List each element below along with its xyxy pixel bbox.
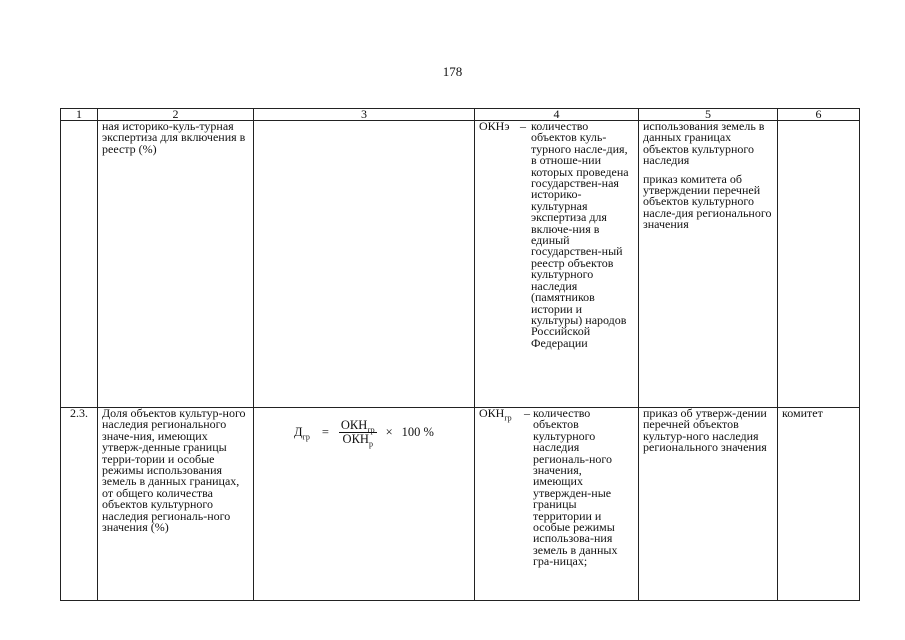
indicator-table [60,108,860,601]
header-cell: 6 [778,109,860,121]
table-header-row [61,109,860,121]
definition-dash: – [520,120,526,133]
source-text-1: использования земель в данных границах объектов культурного наследия [643,120,765,168]
indicator-description: количество объектов культурного наследия региональ-ного значения, имеющих утвержден-ные границы территории и особые режимы использова-ния земель в данных гра-ницах; [533,407,618,569]
header-cell: 1 [61,109,98,121]
responsible-cell: комитет [778,408,860,601]
formula-numerator: $ОКН_{гр}$ [340,418,375,435]
formula-cell [254,121,475,408]
formula [258,418,470,449]
header-cell: 2 [98,109,254,121]
indicator-symbol: $ОКН_{гр}$ [479,407,512,423]
indicator-description: количество объектов куль-турного насле-дия, в отноше-нии которых проведена государствен-ная историко-культурная экспертиза для включе-ния в единый государствен-ный реестр объектов культурного наследия (памятников истории и культуры) народов Российской Федерации [531,120,629,350]
row-number-cell: 2.3. [61,408,98,601]
responsible-cell [778,121,860,408]
formula-fraction [339,418,377,449]
indicator-definition-cell [475,121,639,408]
indicator-name-cell: ная историко-куль-турная экспертиза для включения в реестр (%) [98,121,254,408]
indicator-definition-cell [475,408,639,601]
source-text-2: приказ комитета об утверждении перечней объектов культурного насле-дия регионального значения [643,171,772,232]
formula-denominator: $ОКН_р$ [342,432,373,449]
formula-lhs: $Д_{гр}$ [294,424,310,442]
row-number-cell [61,121,98,408]
formula-equals: = [321,424,329,439]
source-cell [639,121,778,408]
header-cell: 4 [475,109,639,121]
indicator-symbol: ОКНэ [479,120,510,133]
source-cell: приказ об утверж-дении перечней объектов культур-ного наследия регионального значения [639,408,778,601]
formula-factor: 100 % [401,424,434,439]
header-cell: 5 [639,109,778,121]
table-row [61,408,860,601]
header-cell: 3 [254,109,475,121]
table-row [61,121,860,408]
formula-times: × [385,424,393,439]
formula-cell [254,408,475,601]
definition-dash: – [524,407,530,420]
indicator-name-cell: Доля объектов культур-ного наследия регионального значе-ния, имеющих утверж-денные границы терри-тории и особые режимы использования земель в данных границах, от общего количества объектов культурного наследия региональ-ного значения (%) [98,408,254,601]
page-number: 178 [442,64,463,79]
